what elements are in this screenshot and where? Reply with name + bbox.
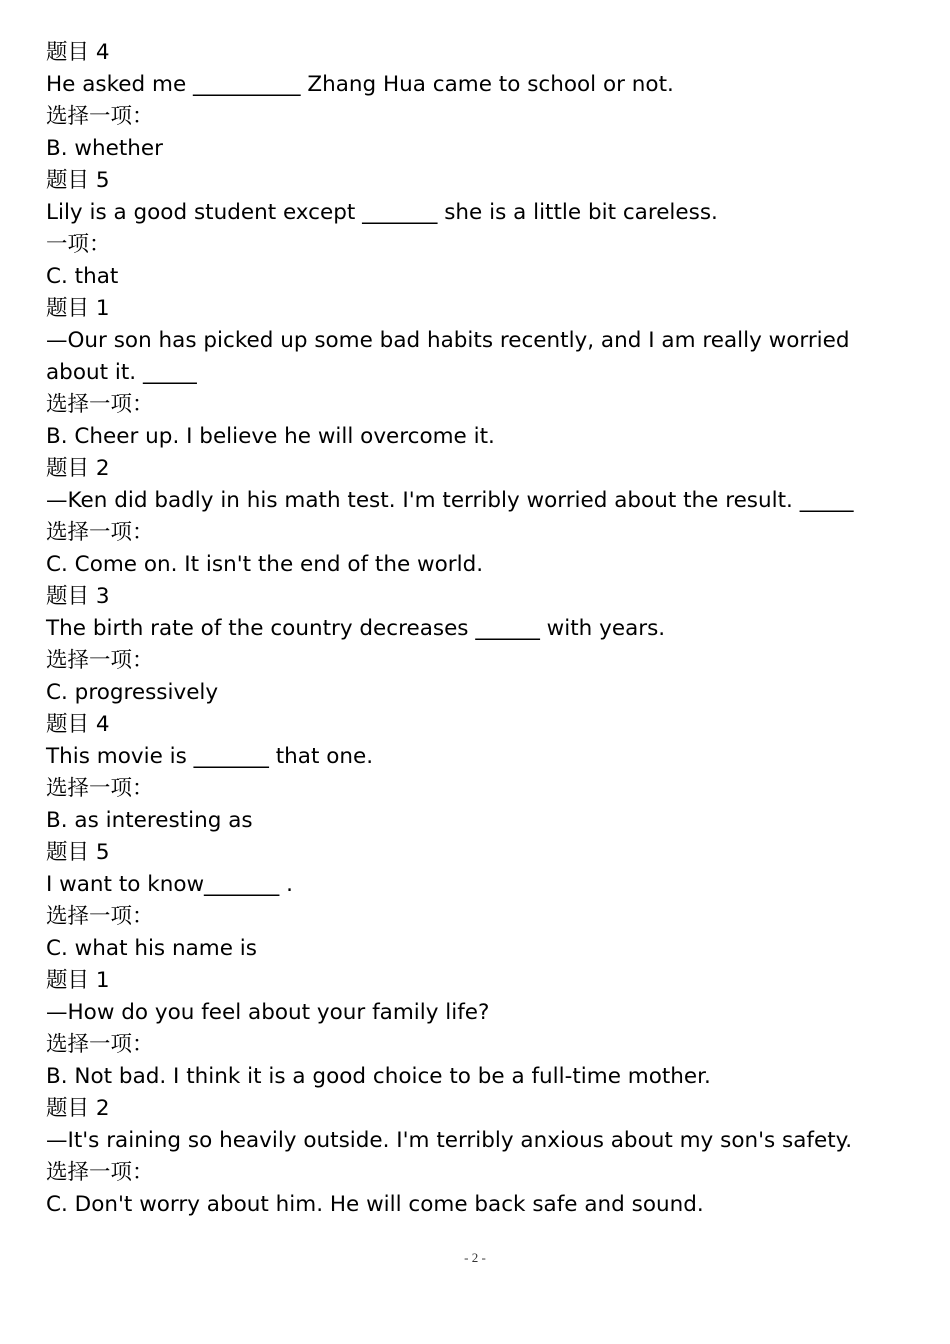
question-title: 题目 5 — [46, 168, 110, 193]
choice-prompt: 选择一项： — [46, 648, 154, 673]
question-text: —It's raining so heavily outside. I'm terribly anxious about my son's safety. — [46, 1128, 853, 1153]
question-text: —Ken did badly in his math test. I'm terribly worried about the result. _____ — [46, 488, 854, 513]
page-number: - 2 - — [464, 1250, 486, 1265]
answer-text: C. that — [46, 264, 119, 289]
question-text: I want to know_______ . — [46, 872, 293, 897]
question-title: 题目 5 — [46, 840, 110, 865]
choice-prompt: 选择一项： — [46, 520, 154, 545]
question-title: 题目 4 — [46, 712, 110, 737]
choice-prompt: 选择一项： — [46, 904, 154, 929]
question-title: 题目 2 — [46, 456, 110, 481]
choice-prompt: 选择一项： — [46, 1160, 154, 1185]
question-text: The birth rate of the country decreases ______ with years. — [46, 616, 666, 641]
question-title: 题目 1 — [46, 968, 110, 993]
choice-prompt: 选择一项： — [46, 776, 154, 801]
question-title: 题目 4 — [46, 40, 110, 65]
choice-prompt: 选择一项： — [46, 392, 154, 417]
answer-text: C. Don't worry about him. He will come back safe and sound. — [46, 1192, 704, 1217]
choice-prompt: 选择一项： — [46, 104, 154, 129]
question-text: —How do you feel about your family life? — [46, 1000, 490, 1025]
answer-text: C. what his name is — [46, 936, 257, 961]
document-body — [46, 37, 916, 1221]
question-text: This movie is _______ that one. — [46, 744, 374, 769]
answer-text: C. progressively — [46, 680, 219, 705]
question-text: —Our son has picked up some bad habits recently, and I am really worried about it. _____ — [46, 328, 857, 385]
answer-text: B. whether — [46, 136, 163, 161]
question-text: He asked me __________ Zhang Hua came to school or not. — [46, 72, 674, 97]
answer-text: B. as interesting as — [46, 808, 253, 833]
question-title: 题目 3 — [46, 584, 110, 609]
choice-prompt: 选择一项： — [46, 1032, 154, 1057]
question-title: 题目 1 — [46, 296, 110, 321]
answer-text: C. Come on. It isn't the end of the world. — [46, 552, 484, 577]
question-title: 题目 2 — [46, 1096, 110, 1121]
answer-text: B. Cheer up. I believe he will overcome it. — [46, 424, 495, 449]
answer-text: B. Not bad. I think it is a good choice to be a full-time mother. — [46, 1064, 711, 1089]
choice-prompt: 一项： — [46, 232, 111, 257]
question-text: Lily is a good student except _______ she is a little bit careless. — [46, 200, 718, 225]
